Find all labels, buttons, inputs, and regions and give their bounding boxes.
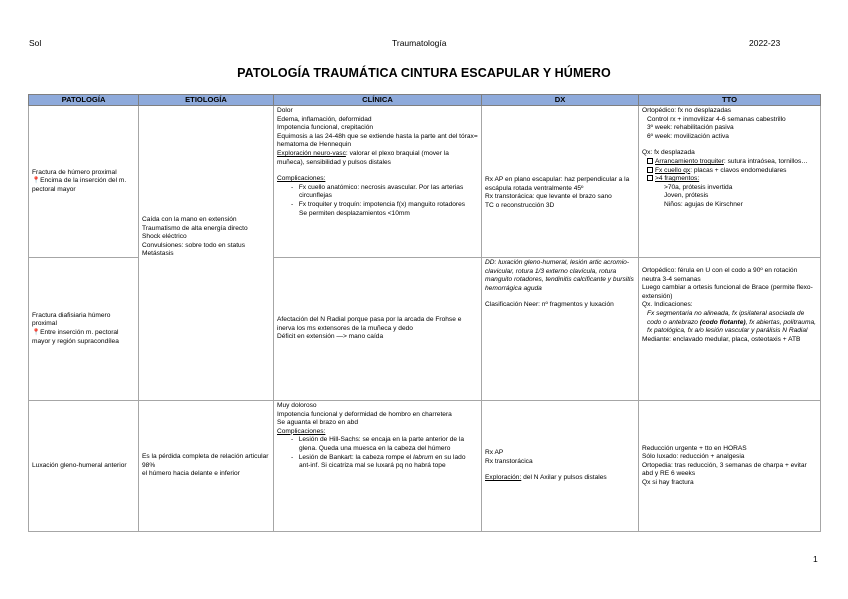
tto-line: Reducción urgente + tto en HORAS <box>642 444 747 452</box>
cell-tto <box>639 106 821 258</box>
table-row <box>29 401 821 532</box>
table-row <box>29 106 821 258</box>
tto-indications: Fx segmentaria no alineada, fx ipsilateral asociada de codo o antebrazo (codo flotante), fx abiertas, politrauma, fx patológica, fx a/o lesión vascular y parálisis N Radial <box>647 309 816 335</box>
cell-etiologia <box>139 106 274 401</box>
cell-tto <box>639 401 821 532</box>
clinic-line: Impotencia funcional, crepitación <box>277 124 374 132</box>
etiology-line: Caída con la mano en extensión <box>142 216 237 223</box>
header-author: Sol <box>29 38 42 48</box>
header-subject: Traumatología <box>392 38 447 48</box>
complication-note: Se permiten desplazamientos <10mm <box>299 209 410 217</box>
complications-label: Complicaciones: <box>277 175 326 183</box>
tto-line: Fx cuello qx: placas + clavos endomedulares <box>642 167 817 176</box>
tto-line: Qx si hay fractura <box>642 478 694 486</box>
tto-line: 6º week: movilización activa <box>647 132 729 140</box>
pin-icon: 📍 <box>32 329 41 336</box>
table-header-row <box>29 95 821 106</box>
cell-tto <box>639 258 821 401</box>
etiology-line: Es la pérdida completa de relación articular <box>142 453 269 461</box>
cell-dx <box>482 258 639 401</box>
tto-line: Qx: fx desplazada <box>642 149 695 157</box>
clinic-line: Equimosis a las 24-48h que se extiende hasta la parte ant del tórax= hematoma de Hennequin <box>277 132 478 149</box>
clinic-line: Edema, inflamación, deformidad <box>277 115 372 123</box>
tto-line: 3º week: rehabilitación pasiva <box>647 124 734 132</box>
tto-line: Joven, prótesis <box>664 192 709 200</box>
pathology-title: Luxación gleno-humeral anterior <box>32 461 127 469</box>
tto-line: Niños: agujas de Kirschner <box>664 200 743 208</box>
cell-dx <box>482 106 639 258</box>
clinic-exploration: Exploración neuro-vasc: valorar el plexo braquial (mover la muñeca), sensibilidad y pulsos distales <box>277 149 449 166</box>
etiology-line: 98% <box>142 461 156 469</box>
cell-patologia <box>29 106 139 258</box>
checkbox-bullet-icon <box>647 175 653 181</box>
complication-item: - Lesión de Bankart: la cabeza rompe el labrum en su lado ant-inf. Si cicatriza mal se luxará pq no habrá tope <box>291 453 466 470</box>
dx-line: Rx AP en plano escapular: haz perpendicular a la escápula rotada ventralmente 45º <box>485 176 630 192</box>
dx-line: Rx transtorácica <box>485 457 533 465</box>
dx-line: Rx AP <box>485 449 504 457</box>
checkbox-bullet-icon <box>647 167 653 173</box>
tto-line: >4 fragmentos: <box>642 175 817 184</box>
dx-line: Clasificación Neer: nº fragmentos y luxación <box>485 301 614 309</box>
clinic-line: Afectación del N Radial porque pasa por la arcada de Frohse e inerva los ms extensores de la muñeca y dedo <box>277 316 462 332</box>
complication-item: - Fx cuello anatómico: necrosis avascular. Por las arterias circunflejas <box>291 183 464 200</box>
dx-differential: DD: luxación gleno-humeral, lesión artic acromio-clavicular, rotura 1/3 externo clavícula, rotura manguito rotadores, tendinitis calcificante y bursitis hemorrágica aguda <box>485 259 634 292</box>
clinic-line: Dolor <box>277 107 293 114</box>
pathology-note: 📍Encima de la inserción del m. pectoral mayor <box>32 177 127 193</box>
cell-etiologia <box>139 401 274 532</box>
tto-line: Luego cambiar a ortesis funcional de Brace (permite flexo-extensión) <box>642 284 813 300</box>
document-title: PATOLOGÍA TRAUMÁTICA CINTURA ESCAPULAR Y HÚMERO <box>237 66 611 80</box>
tto-line: Sólo luxado: reducción + analgesia <box>642 453 745 461</box>
pathology-title: Fractura diafisiaria húmero proximal <box>32 311 111 328</box>
tto-line: Arrancamiento troquiter: sutura intraósea, tornillos… <box>642 158 817 167</box>
cell-patologia <box>29 258 139 401</box>
clinic-line: Muy doloroso <box>277 402 317 409</box>
checkbox-bullet-icon <box>647 158 653 164</box>
complication-item: - Lesión de Hill-Sachs: se encaja en la parte anterior de la glena. Queda una muesca en la cabeza del húmero <box>291 436 465 452</box>
clinic-line: Déficit en extensión —> mano caída <box>277 333 384 341</box>
pin-icon: 📍 <box>32 177 41 185</box>
tto-line: Qx. Indicaciones: <box>642 301 693 309</box>
clinic-line: Se aguanta el brazo en abd <box>277 419 359 427</box>
etiology-line: el húmero hacia delante e inferior <box>142 470 240 478</box>
col-header-patologia: PATOLOGÍA <box>29 95 139 106</box>
clinic-line: Impotencia funcional y deformidad de hombro en charretera <box>277 410 452 418</box>
etiology-line: Traumatismo de alta energía directo <box>142 224 248 232</box>
dx-line: Rx transtorácica: que levante el brazo sano <box>485 193 612 201</box>
page-number: 1 <box>813 554 818 564</box>
col-header-etiologia: ETIOLOGÍA <box>139 95 274 106</box>
cell-dx <box>482 401 639 532</box>
col-header-tto: TTO <box>639 95 821 106</box>
tto-line: >70a, prótesis invertida <box>664 183 733 191</box>
tto-line: Mediante: enclavado medular, placa, osteotaxis + ATB <box>642 335 801 343</box>
pathology-table <box>28 94 821 532</box>
cell-clinica <box>274 401 482 532</box>
etiology-line: Metástasis <box>142 250 174 258</box>
complications-label: Complicaciones: <box>277 427 326 435</box>
etiology-line: Convulsiones: sobre todo en status <box>142 241 245 249</box>
col-header-clinica: CLÍNICA <box>274 95 482 106</box>
dx-exploration: Exploración: del N Axilar y pulsos distales <box>485 474 607 482</box>
cell-patologia <box>29 401 139 532</box>
col-header-dx: DX <box>482 95 639 106</box>
cell-clinica <box>274 106 482 258</box>
tto-line: Control rx + inmovilizar 4-6 semanas cabestrillo <box>647 115 786 123</box>
header-year: 2022-23 <box>749 38 781 48</box>
tto-line: Ortopédico: férula en U con el codo a 90º en rotación neutra 3-4 semanas <box>642 267 798 283</box>
pathology-note: 📍Entre inserción m. pectoral mayor y región supracondílea <box>32 329 119 345</box>
etiology-line: Shock eléctrico <box>142 233 187 241</box>
tto-line: Ortopédico: fx no desplazadas <box>642 107 732 114</box>
pathology-title: Fractura de húmero proximal <box>32 168 117 176</box>
complication-item: - Fx troquiter y troquín: impotencia f(x) manguito rotadores <box>291 200 466 208</box>
tto-line: Ortopedia: tras reducción, 3 semanas de charpa + evitar abd y RE 6 weeks <box>642 461 807 478</box>
cell-clinica <box>274 258 482 401</box>
dx-line: TC o reconstrucción 3D <box>485 201 555 209</box>
